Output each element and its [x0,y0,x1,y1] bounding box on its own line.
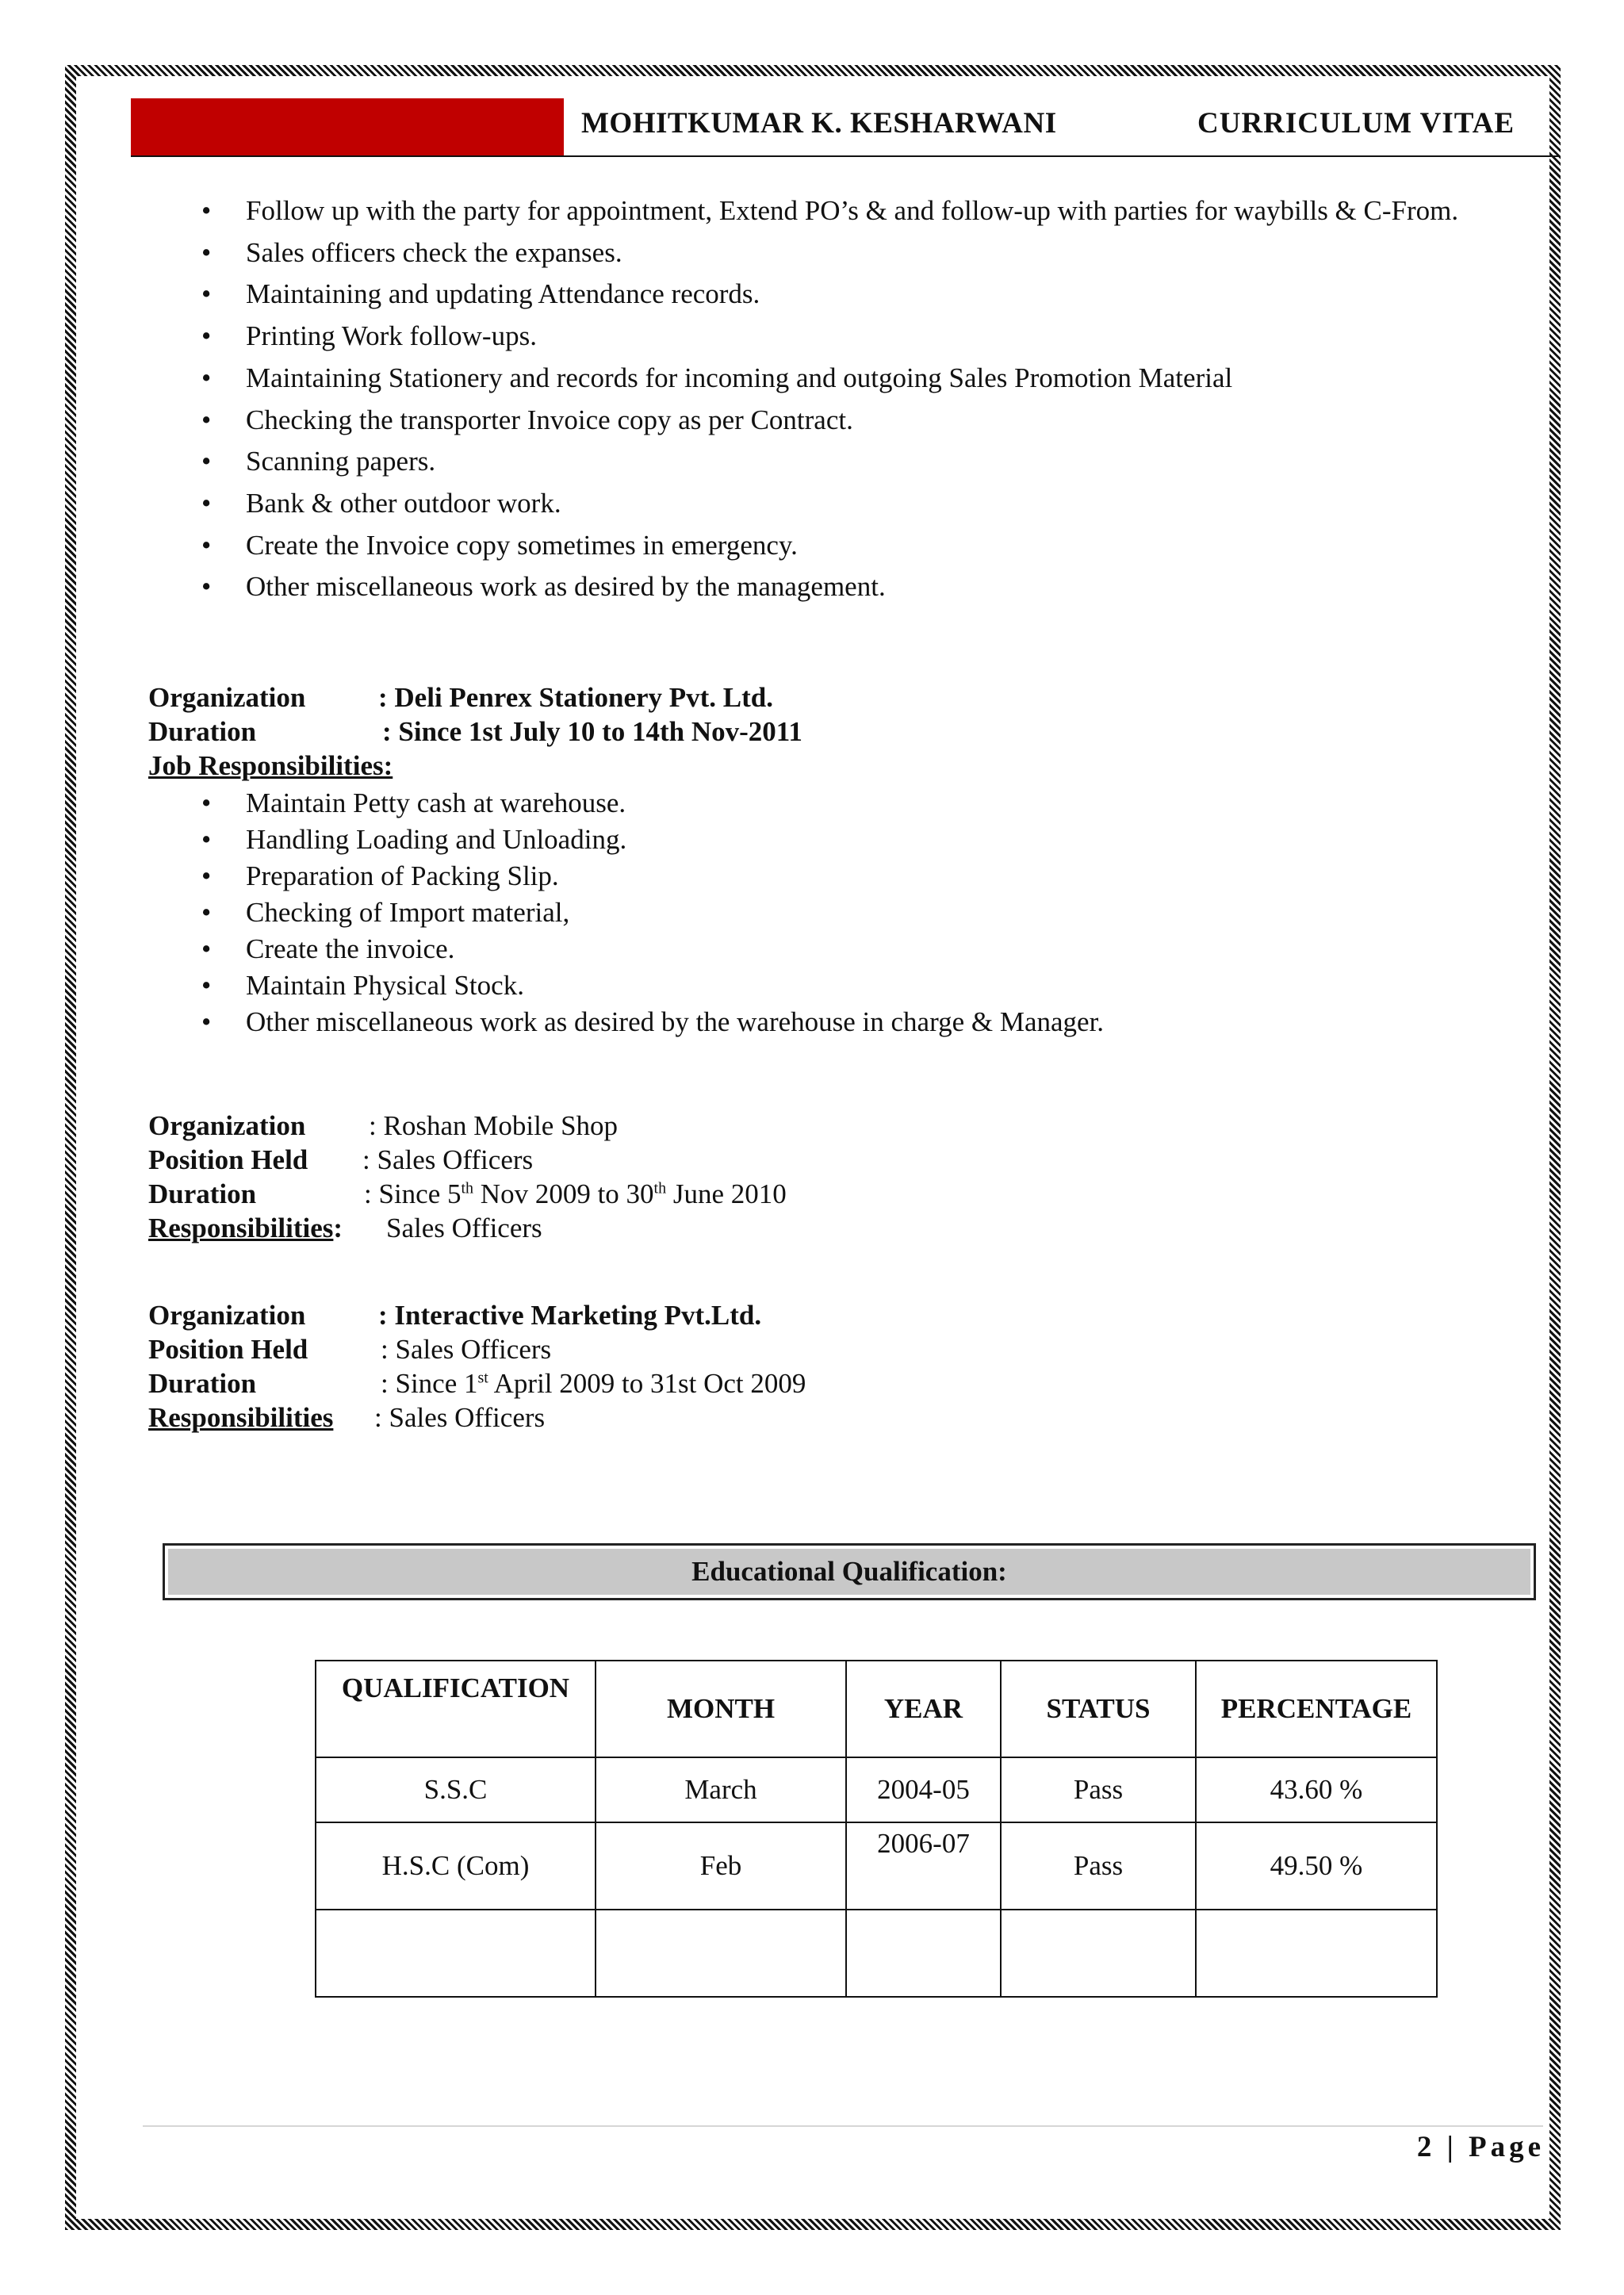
table-header-row [316,1661,1437,1757]
job2-resp-label: Responsibilities [148,1213,334,1243]
list-item: • Bank & other outdoor work. [192,483,1554,525]
list-item: • Printing Work follow-ups. [192,316,1554,358]
header-name: MOHITKUMAR K. KESHARWANI [581,107,1057,140]
job3-section [148,1298,806,1435]
job3-position-label: Position Held [148,1334,308,1365]
table-cell: 49.50 % [1196,1822,1437,1910]
list-item: • Maintaining and updating Attendance records. [192,274,1554,316]
list-item: • Create the invoice. [192,931,1104,967]
job3-position-value: : Sales Officers [381,1334,552,1365]
job2-duration-label: Duration [148,1178,257,1209]
list-item: • Sales officers check the expanses. [192,232,1554,274]
col-header: QUALIFICATION [316,1661,596,1757]
education-table [315,1660,1438,1998]
table-cell [1001,1910,1196,1997]
job1-duration-value: : Since 1st July 10 to 14th Nov-2011 [382,716,802,747]
header-doc-title: CURRICULUM VITAE [1197,107,1515,140]
header-accent-bar [131,98,564,155]
job2-org-label: Organization [148,1110,306,1141]
job2-duration-value: : Since 5th Nov 2009 to 30th June 2010 [364,1178,787,1209]
table-cell: H.S.C (Com) [316,1822,596,1910]
list-item: • Checking the transporter Invoice copy as per Contract. [192,400,1554,442]
education-heading: Educational Qualification: [163,1543,1536,1600]
list-item: • Maintaining Stationery and records for incoming and outgoing Sales Promotion Material [192,358,1554,400]
duties-list-continued [192,190,1554,608]
table-cell: March [596,1757,846,1822]
table-row [316,1822,1437,1910]
job3-resp-label: Responsibilities [148,1402,334,1433]
list-item: • Other miscellaneous work as desired by the management. [192,566,1554,608]
list-item: • Handling Loading and Unloading. [192,822,1104,858]
job2-position-value: : Sales Officers [362,1144,534,1175]
table-row-empty [316,1910,1437,1997]
table-cell [316,1910,596,1997]
page-number: 2 | Page [1416,2131,1545,2163]
job2-position-label: Position Held [148,1144,308,1175]
col-header: STATUS [1001,1661,1196,1757]
list-item: • Maintain Petty cash at warehouse. [192,785,1104,822]
job3-org-value: : Interactive Marketing Pvt.Ltd. [378,1300,762,1331]
job1-org-label: Organization [148,682,306,713]
job2-section: Organization : Roshan Mobile Shop Position Held : Sales Officers Duration : Since 5th Nov 2009 to 30th June 2010 Responsibilities: Sales Officers [148,1110,787,1243]
list-item: • Maintain Physical Stock. [192,967,1104,1004]
table-row [316,1757,1437,1822]
job1-section [148,680,802,783]
list-item: • Checking of Import material, [192,895,1104,931]
table-cell: 2004-05 [846,1757,1001,1822]
table-cell: Pass [1001,1757,1196,1822]
job3-duration-value: : Since 1st April 2009 to 31st Oct 2009 [381,1368,806,1399]
table-cell: 2006-07 [846,1822,1001,1910]
table-cell [846,1910,1001,1997]
list-item: • Follow up with the party for appointment, Extend PO’s & and follow-up with parties for waybills & C-From. [192,190,1554,232]
footer-rule [143,2125,1543,2127]
list-item: • Preparation of Packing Slip. [192,858,1104,895]
job1-org-value: : Deli Penrex Stationery Pvt. Ltd. [378,682,774,713]
header-rule [131,155,1558,157]
table-cell: S.S.C [316,1757,596,1822]
job3-org-label: Organization [148,1300,306,1331]
table-cell: Feb [596,1822,846,1910]
table-cell [596,1910,846,1997]
list-item: • Create the Invoice copy sometimes in emergency. [192,525,1554,567]
job3-resp-value: : Sales Officers [374,1402,546,1433]
table-cell: Pass [1001,1822,1196,1910]
job2-resp-value: Sales Officers [386,1213,542,1243]
table-cell: 43.60 % [1196,1757,1437,1822]
job1-duration-label: Duration [148,716,257,747]
col-header: MONTH [596,1661,846,1757]
job1-resp-heading: Job Responsibilities: [148,750,393,781]
col-header: PERCENTAGE [1196,1661,1437,1757]
col-header: YEAR [846,1661,1001,1757]
list-item: • Scanning papers. [192,441,1554,483]
job3-duration-label: Duration [148,1368,257,1399]
job1-responsibilities-list [192,785,1104,1040]
list-item: • Other miscellaneous work as desired by the warehouse in charge & Manager. [192,1004,1104,1040]
job2-org-value: : Roshan Mobile Shop [369,1110,619,1141]
table-cell [1196,1910,1437,1997]
